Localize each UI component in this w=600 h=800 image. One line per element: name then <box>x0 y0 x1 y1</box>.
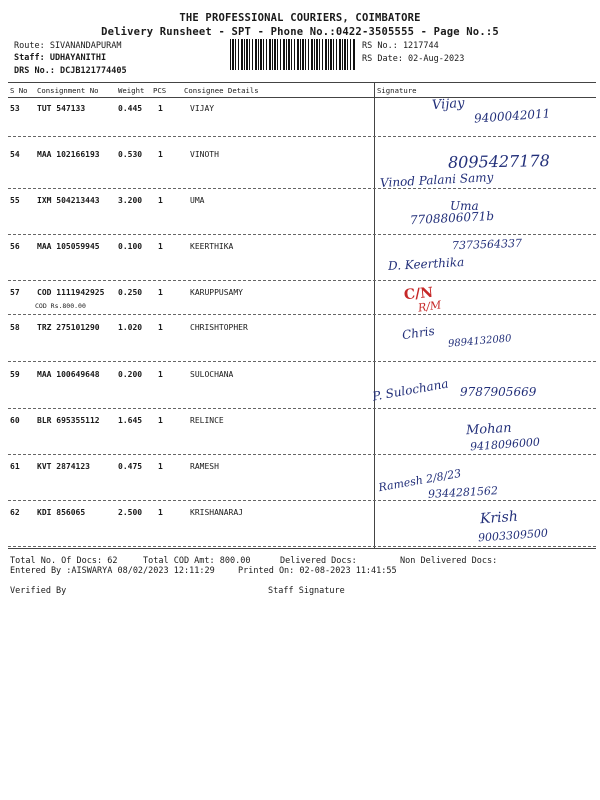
row-sno: 59 <box>10 370 20 379</box>
col-signature: Signature <box>377 86 417 95</box>
row-pcs: 1 <box>158 323 163 332</box>
row-consignee: RAMESH <box>190 462 219 471</box>
row-divider <box>8 408 596 409</box>
handwritten-signature: Vinod Palani Samy <box>379 170 494 190</box>
row-consignment: BLR 695355112 <box>37 416 100 425</box>
handwritten-phone: 9418096000 <box>469 435 541 454</box>
handwritten-phone: 8095427178 <box>447 151 550 172</box>
row-divider <box>8 500 596 501</box>
col-weight: Weight <box>118 86 145 95</box>
handwritten-signature: Mohan <box>465 420 513 439</box>
row-weight: 1.020 <box>118 323 143 332</box>
total-cod-amount: Total COD Amt: 800.00 <box>143 556 251 566</box>
col-consignment: Consignment No <box>37 86 99 95</box>
row-sno: 56 <box>10 242 20 251</box>
verified-by-label: Verified By <box>10 586 67 596</box>
total-docs: Total No. Of Docs: 62 <box>10 556 118 566</box>
table-bottom-rule <box>8 548 596 549</box>
handwritten-rm-mark: R/M <box>417 298 443 315</box>
row-consignment: KVT 2874123 <box>37 462 90 471</box>
row-consignee: RELINCE <box>190 416 224 425</box>
row-divider <box>8 314 596 315</box>
row-consignment: MAA 100649648 <box>37 370 100 379</box>
row-weight: 3.200 <box>118 196 143 205</box>
rs-number: RS No.: 1217744 <box>362 41 439 51</box>
handwritten-signature: P. Sulochana <box>371 376 450 404</box>
rs-date: RS Date: 02-Aug-2023 <box>362 54 465 64</box>
row-cod: COD Rs.800.00 <box>35 302 86 310</box>
signature-column-divider <box>374 82 375 548</box>
row-pcs: 1 <box>158 370 163 379</box>
row-sno: 60 <box>10 416 20 425</box>
handwritten-phone: 9400042011 <box>473 106 551 126</box>
handwritten-cn-mark: C/N <box>403 284 434 304</box>
handwritten-signature: D. Keerthika <box>387 255 465 273</box>
handwritten-signature: Chris <box>401 323 436 343</box>
row-consignee: CHRISHTOPHER <box>190 323 248 332</box>
row-sno: 58 <box>10 323 20 332</box>
row-consignee: VINOTH <box>190 150 219 159</box>
runsheet-subtitle: Delivery Runsheet - SPT - Phone No.:0422-3505555 - Page No.:5 <box>101 26 499 38</box>
row-weight: 0.475 <box>118 462 143 471</box>
row-weight: 0.100 <box>118 242 143 251</box>
row-consignment: MAA 105059945 <box>37 242 100 251</box>
delivered-docs: Delivered Docs: <box>280 556 357 566</box>
row-pcs: 1 <box>158 150 163 159</box>
row-pcs: 1 <box>158 196 163 205</box>
row-divider <box>8 188 596 189</box>
row-consignment: COD 1111942925 <box>37 288 105 297</box>
row-sno: 53 <box>10 104 20 113</box>
handwritten-phone: 7708806071b <box>409 208 495 228</box>
drs-number: DRS No.: DCJB121774405 <box>14 66 127 76</box>
handwritten-phone: 9344281562 <box>427 484 499 501</box>
handwritten-phone: 9003309500 <box>477 526 549 545</box>
row-consignee: UMA <box>190 196 205 205</box>
row-divider <box>8 361 596 362</box>
row-divider <box>8 234 596 235</box>
row-consignment: IXM 504213443 <box>37 196 100 205</box>
row-pcs: 1 <box>158 104 163 113</box>
row-pcs: 1 <box>158 508 163 517</box>
col-consignee: Consignee Details <box>184 86 259 95</box>
row-consignment: MAA 102166193 <box>37 150 100 159</box>
row-weight: 1.645 <box>118 416 143 425</box>
row-consignment: TRZ 275101290 <box>37 323 100 332</box>
row-pcs: 1 <box>158 462 163 471</box>
row-pcs: 1 <box>158 416 163 425</box>
handwritten-signature: Krish <box>479 508 519 528</box>
staff-label: Staff: UDHAYANITHI <box>14 53 107 63</box>
row-consignee: KARUPPUSAMY <box>190 288 243 297</box>
row-consignee: SULOCHANA <box>190 370 234 379</box>
non-delivered-docs: Non Delivered Docs: <box>400 556 498 566</box>
row-divider <box>8 546 596 547</box>
col-pcs: PCS <box>153 86 167 95</box>
row-divider <box>8 280 596 281</box>
route-label: Route: SIVANANDAPURAM <box>14 41 122 51</box>
company-title: THE PROFESSIONAL COURIERS, COIMBATORE <box>179 12 421 24</box>
table-header-rule <box>8 97 596 98</box>
table-top-rule <box>8 82 596 83</box>
row-weight: 0.250 <box>118 288 143 297</box>
col-sno: S No <box>10 86 28 95</box>
handwritten-signature: Vijay <box>431 95 465 114</box>
row-weight: 0.445 <box>118 104 143 113</box>
row-sno: 55 <box>10 196 20 205</box>
row-divider <box>8 454 596 455</box>
handwritten-signature: Uma <box>450 199 479 213</box>
printed-on: Printed On: 02-08-2023 11:41:55 <box>238 566 397 576</box>
row-weight: 2.500 <box>118 508 143 517</box>
handwritten-signature: Ramesh 2/8/23 <box>377 466 463 495</box>
row-sno: 62 <box>10 508 20 517</box>
barcode <box>230 39 356 70</box>
row-consignment: TUT 547133 <box>37 104 86 113</box>
row-weight: 0.530 <box>118 150 143 159</box>
row-consignee: VIJAY <box>190 104 215 113</box>
row-divider <box>8 136 596 137</box>
row-consignee: KEERTHIKA <box>190 242 234 251</box>
handwritten-phone: 9894132080 <box>447 333 512 350</box>
row-consignee: KRISHANARAJ <box>190 508 243 517</box>
row-sno: 57 <box>10 288 20 297</box>
handwritten-phone: 9787905669 <box>460 385 537 399</box>
row-sno: 54 <box>10 150 20 159</box>
row-consignment: KDI 856065 <box>37 508 86 517</box>
row-sno: 61 <box>10 462 20 471</box>
entered-by: Entered By :AISWARYA 08/02/2023 12:11:29 <box>10 566 215 576</box>
handwritten-phone: 7373564337 <box>451 236 523 253</box>
staff-signature-label: Staff Signature <box>268 586 345 596</box>
row-pcs: 1 <box>158 242 163 251</box>
row-pcs: 1 <box>158 288 163 297</box>
row-weight: 0.200 <box>118 370 143 379</box>
